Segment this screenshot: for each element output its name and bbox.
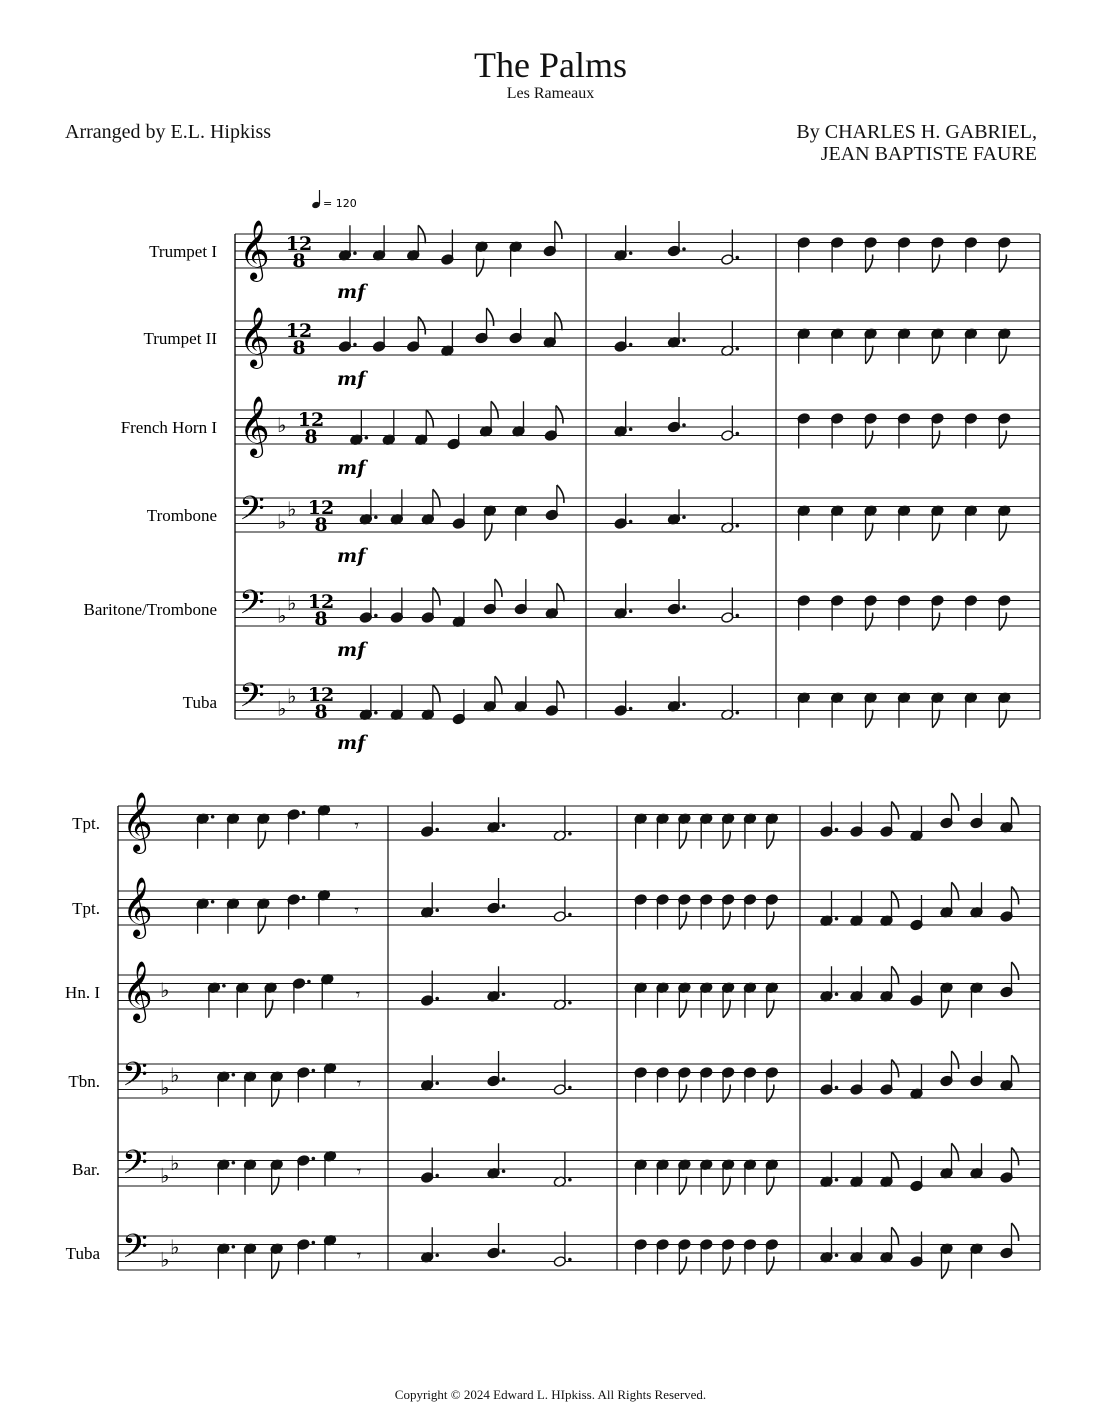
score-subtitle: Les Rameaux (506, 85, 595, 102)
instrument-label: Bar. (72, 1160, 100, 1179)
flat-icon: ♭ (170, 1062, 180, 1087)
flat-icon: ♭ (287, 496, 297, 521)
flat-icon: ♭ (160, 1247, 170, 1272)
eighth-rest-icon: 𝄾 (356, 1245, 362, 1267)
time-signature-numerator: 12 (307, 497, 335, 519)
flat-icon: ♭ (160, 978, 170, 1002)
staff-tpt--2 (72, 877, 1040, 939)
treble-clef-icon: 𝄞 (122, 877, 153, 937)
bass-clef-icon: 𝄢 (239, 490, 265, 536)
dynamic-marking: mf (337, 732, 366, 754)
bass-clef-icon: 𝄢 (239, 677, 265, 723)
flat-icon: ♭ (277, 509, 287, 534)
treble-clef-icon: 𝄞 (239, 396, 270, 456)
instrument-label: Trumpet II (143, 329, 217, 348)
dynamic-marking: mf (337, 545, 366, 567)
bass-clef-icon: 𝄢 (122, 1228, 148, 1274)
flat-icon: ♭ (287, 683, 297, 708)
system-2 (65, 792, 1040, 1279)
staff-hn-i-1 (121, 396, 1040, 479)
staff-bar--1 (84, 579, 1040, 661)
score-title: The Palms (474, 45, 627, 85)
flat-icon: ♭ (287, 590, 297, 615)
treble-clef-icon: 𝄞 (239, 307, 270, 367)
time-signature-denominator: 8 (314, 514, 328, 536)
time-signature-denominator: 8 (314, 608, 328, 630)
time-signature-numerator: 12 (285, 320, 313, 342)
staff-tbn--1 (147, 485, 1040, 567)
eighth-rest-icon: 𝄾 (356, 1161, 362, 1183)
time-signature-numerator: 12 (307, 591, 335, 613)
eighth-rest-icon: 𝄾 (355, 984, 361, 1006)
composer-line-2: JEAN BAPTISTE FAURE (820, 143, 1037, 165)
treble-clef-icon: 𝄞 (122, 961, 153, 1021)
copyright-notice: Copyright © 2024 Edward L. HIpkiss. All Rights Reserved. (394, 1387, 707, 1402)
eighth-rest-icon: 𝄾 (354, 815, 360, 837)
time-signature-numerator: 12 (285, 233, 313, 255)
dynamic-marking: mf (337, 639, 366, 661)
treble-clef-icon: 𝄞 (122, 792, 153, 852)
instrument-label: Tuba (182, 693, 217, 712)
treble-clef-icon: 𝄞 (239, 220, 270, 280)
flat-icon: ♭ (160, 1075, 170, 1100)
flat-icon: ♭ (277, 413, 287, 437)
dynamic-marking: mf (337, 457, 366, 479)
bass-clef-icon: 𝄢 (122, 1056, 148, 1102)
staff-bar--2 (72, 1143, 1040, 1195)
instrument-label: French Horn I (120, 418, 217, 437)
dynamic-marking: mf (337, 368, 366, 390)
time-signature-numerator: 12 (307, 684, 335, 706)
time-signature-denominator: 8 (292, 337, 306, 359)
system-1 (84, 220, 1040, 754)
instrument-label: Tpt. (72, 814, 100, 833)
flat-icon: ♭ (160, 1163, 170, 1188)
tempo-marking (311, 190, 357, 210)
instrument-label: Tpt. (72, 899, 100, 918)
instrument-label: Tbn. (68, 1072, 100, 1091)
staff-hn-i-2 (65, 961, 1040, 1023)
tempo-text: = 120 (323, 197, 357, 210)
flat-icon: ♭ (277, 603, 287, 628)
time-signature-denominator: 8 (314, 701, 328, 723)
eighth-rest-icon: 𝄾 (356, 1073, 362, 1095)
composer-line-1: By CHARLES H. GABRIEL, (796, 121, 1037, 143)
eighth-rest-icon: 𝄾 (354, 900, 360, 922)
instrument-label: Hn. I (65, 983, 100, 1002)
dynamic-marking: mf (337, 281, 366, 303)
staff-tuba-2 (66, 1223, 1040, 1279)
flat-icon: ♭ (277, 696, 287, 721)
time-signature-numerator: 12 (297, 409, 325, 431)
instrument-label: Tuba (65, 1244, 100, 1263)
bass-clef-icon: 𝄢 (122, 1144, 148, 1190)
time-signature-denominator: 8 (292, 250, 306, 272)
flat-icon: ♭ (170, 1234, 180, 1259)
staff-tbn--2 (68, 1051, 1040, 1107)
staff-tpt--2 (72, 792, 1040, 854)
flat-icon: ♭ (170, 1150, 180, 1175)
instrument-label: Trumpet I (149, 242, 217, 261)
instrument-label: Trombone (146, 506, 217, 525)
staff-tuba-1 (183, 676, 1040, 754)
arranger-credit: Arranged by E.L. Hipkiss (65, 121, 272, 143)
staff-tpt--1 (143, 307, 1040, 390)
staff-tpt--1 (149, 220, 1040, 303)
time-signature-denominator: 8 (304, 426, 318, 448)
instrument-label: Baritone/Trombone (83, 600, 217, 619)
bass-clef-icon: 𝄢 (239, 584, 265, 630)
